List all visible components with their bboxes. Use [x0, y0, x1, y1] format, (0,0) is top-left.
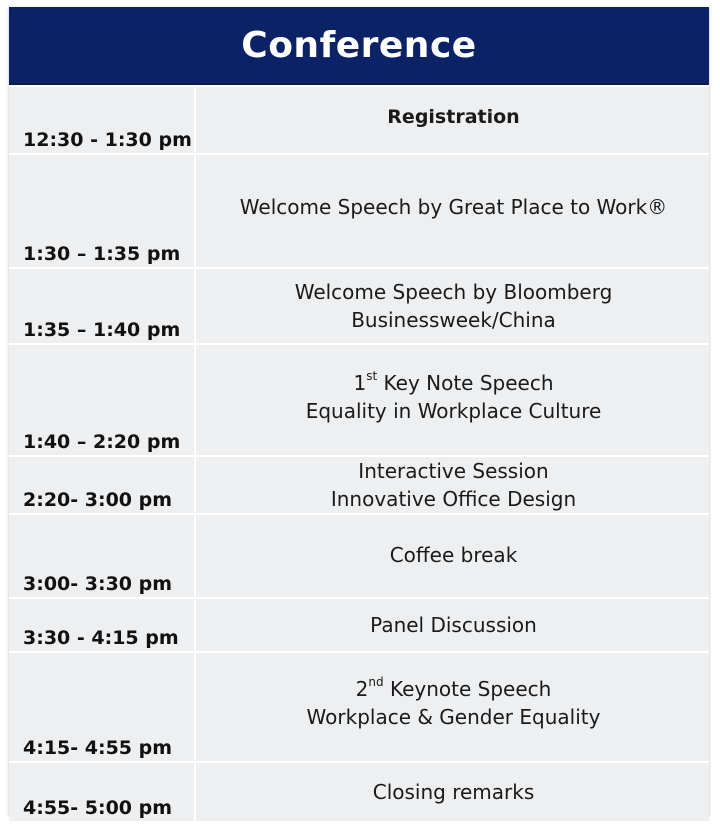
time-cell [9, 269, 196, 343]
time-cell [9, 155, 196, 267]
schedule-row [9, 761, 709, 821]
event-subtitle: Businessweek/China [351, 308, 556, 332]
event-title: Registration [387, 106, 520, 128]
event-title: Panel Discussion [370, 613, 537, 637]
event-title [356, 675, 552, 703]
time-slot: 1:40 – 2:20 pm [23, 431, 181, 453]
event-title: Welcome Speech by Great Place to Work® [239, 195, 668, 219]
event-subtitle: Equality in Workplace Culture [305, 399, 602, 423]
conference-schedule-card [9, 7, 709, 819]
time-cell [9, 653, 196, 761]
event-cell [198, 763, 709, 821]
event-cell [198, 345, 709, 455]
event-title-number: 2 [355, 677, 369, 701]
event-title-number: 1 [353, 371, 367, 395]
event-cell [198, 457, 709, 513]
event-cell [198, 155, 709, 267]
event-subtitle: Workplace & Gender Equality [306, 705, 601, 729]
event-cell [198, 599, 709, 651]
ordinal-suffix: st [366, 369, 378, 384]
event-title: Closing remarks [372, 780, 535, 804]
event-title: Interactive Session [358, 459, 549, 483]
time-slot: 1:30 – 1:35 pm [23, 243, 181, 265]
event-cell [198, 87, 709, 153]
schedule-header [9, 7, 709, 85]
event-subtitle: Innovative Office Design [330, 487, 577, 511]
time-slot: 12:30 - 1:30 pm [23, 129, 192, 151]
time-cell [9, 763, 196, 821]
time-cell [9, 515, 196, 597]
event-title [353, 369, 553, 397]
schedule-title: Conference [241, 24, 477, 66]
time-cell [9, 345, 196, 455]
schedule-row [9, 153, 709, 267]
ordinal-suffix: nd [368, 675, 384, 690]
schedule-row [9, 267, 709, 343]
schedule-row [9, 343, 709, 455]
event-title-rest: Keynote Speech [383, 677, 552, 701]
schedule-row [9, 513, 709, 597]
time-slot: 3:30 - 4:15 pm [23, 627, 179, 649]
time-slot: 4:55- 5:00 pm [23, 797, 173, 819]
event-title: Welcome Speech by Bloomberg [294, 280, 613, 304]
time-slot: 2:20- 3:00 pm [23, 489, 173, 511]
event-title: Coffee break [389, 543, 518, 567]
time-cell [9, 87, 196, 153]
time-cell [9, 457, 196, 513]
event-title-rest: Key Note Speech [377, 371, 554, 395]
time-cell [9, 599, 196, 651]
time-slot: 3:00- 3:30 pm [23, 573, 173, 595]
schedule-row [9, 597, 709, 651]
schedule-row [9, 651, 709, 761]
time-slot: 4:15- 4:55 pm [23, 737, 173, 759]
event-cell [198, 269, 709, 343]
schedule-row [9, 455, 709, 513]
time-slot: 1:35 – 1:40 pm [23, 319, 181, 341]
event-cell [198, 515, 709, 597]
event-cell [198, 653, 709, 761]
schedule-row [9, 85, 709, 153]
